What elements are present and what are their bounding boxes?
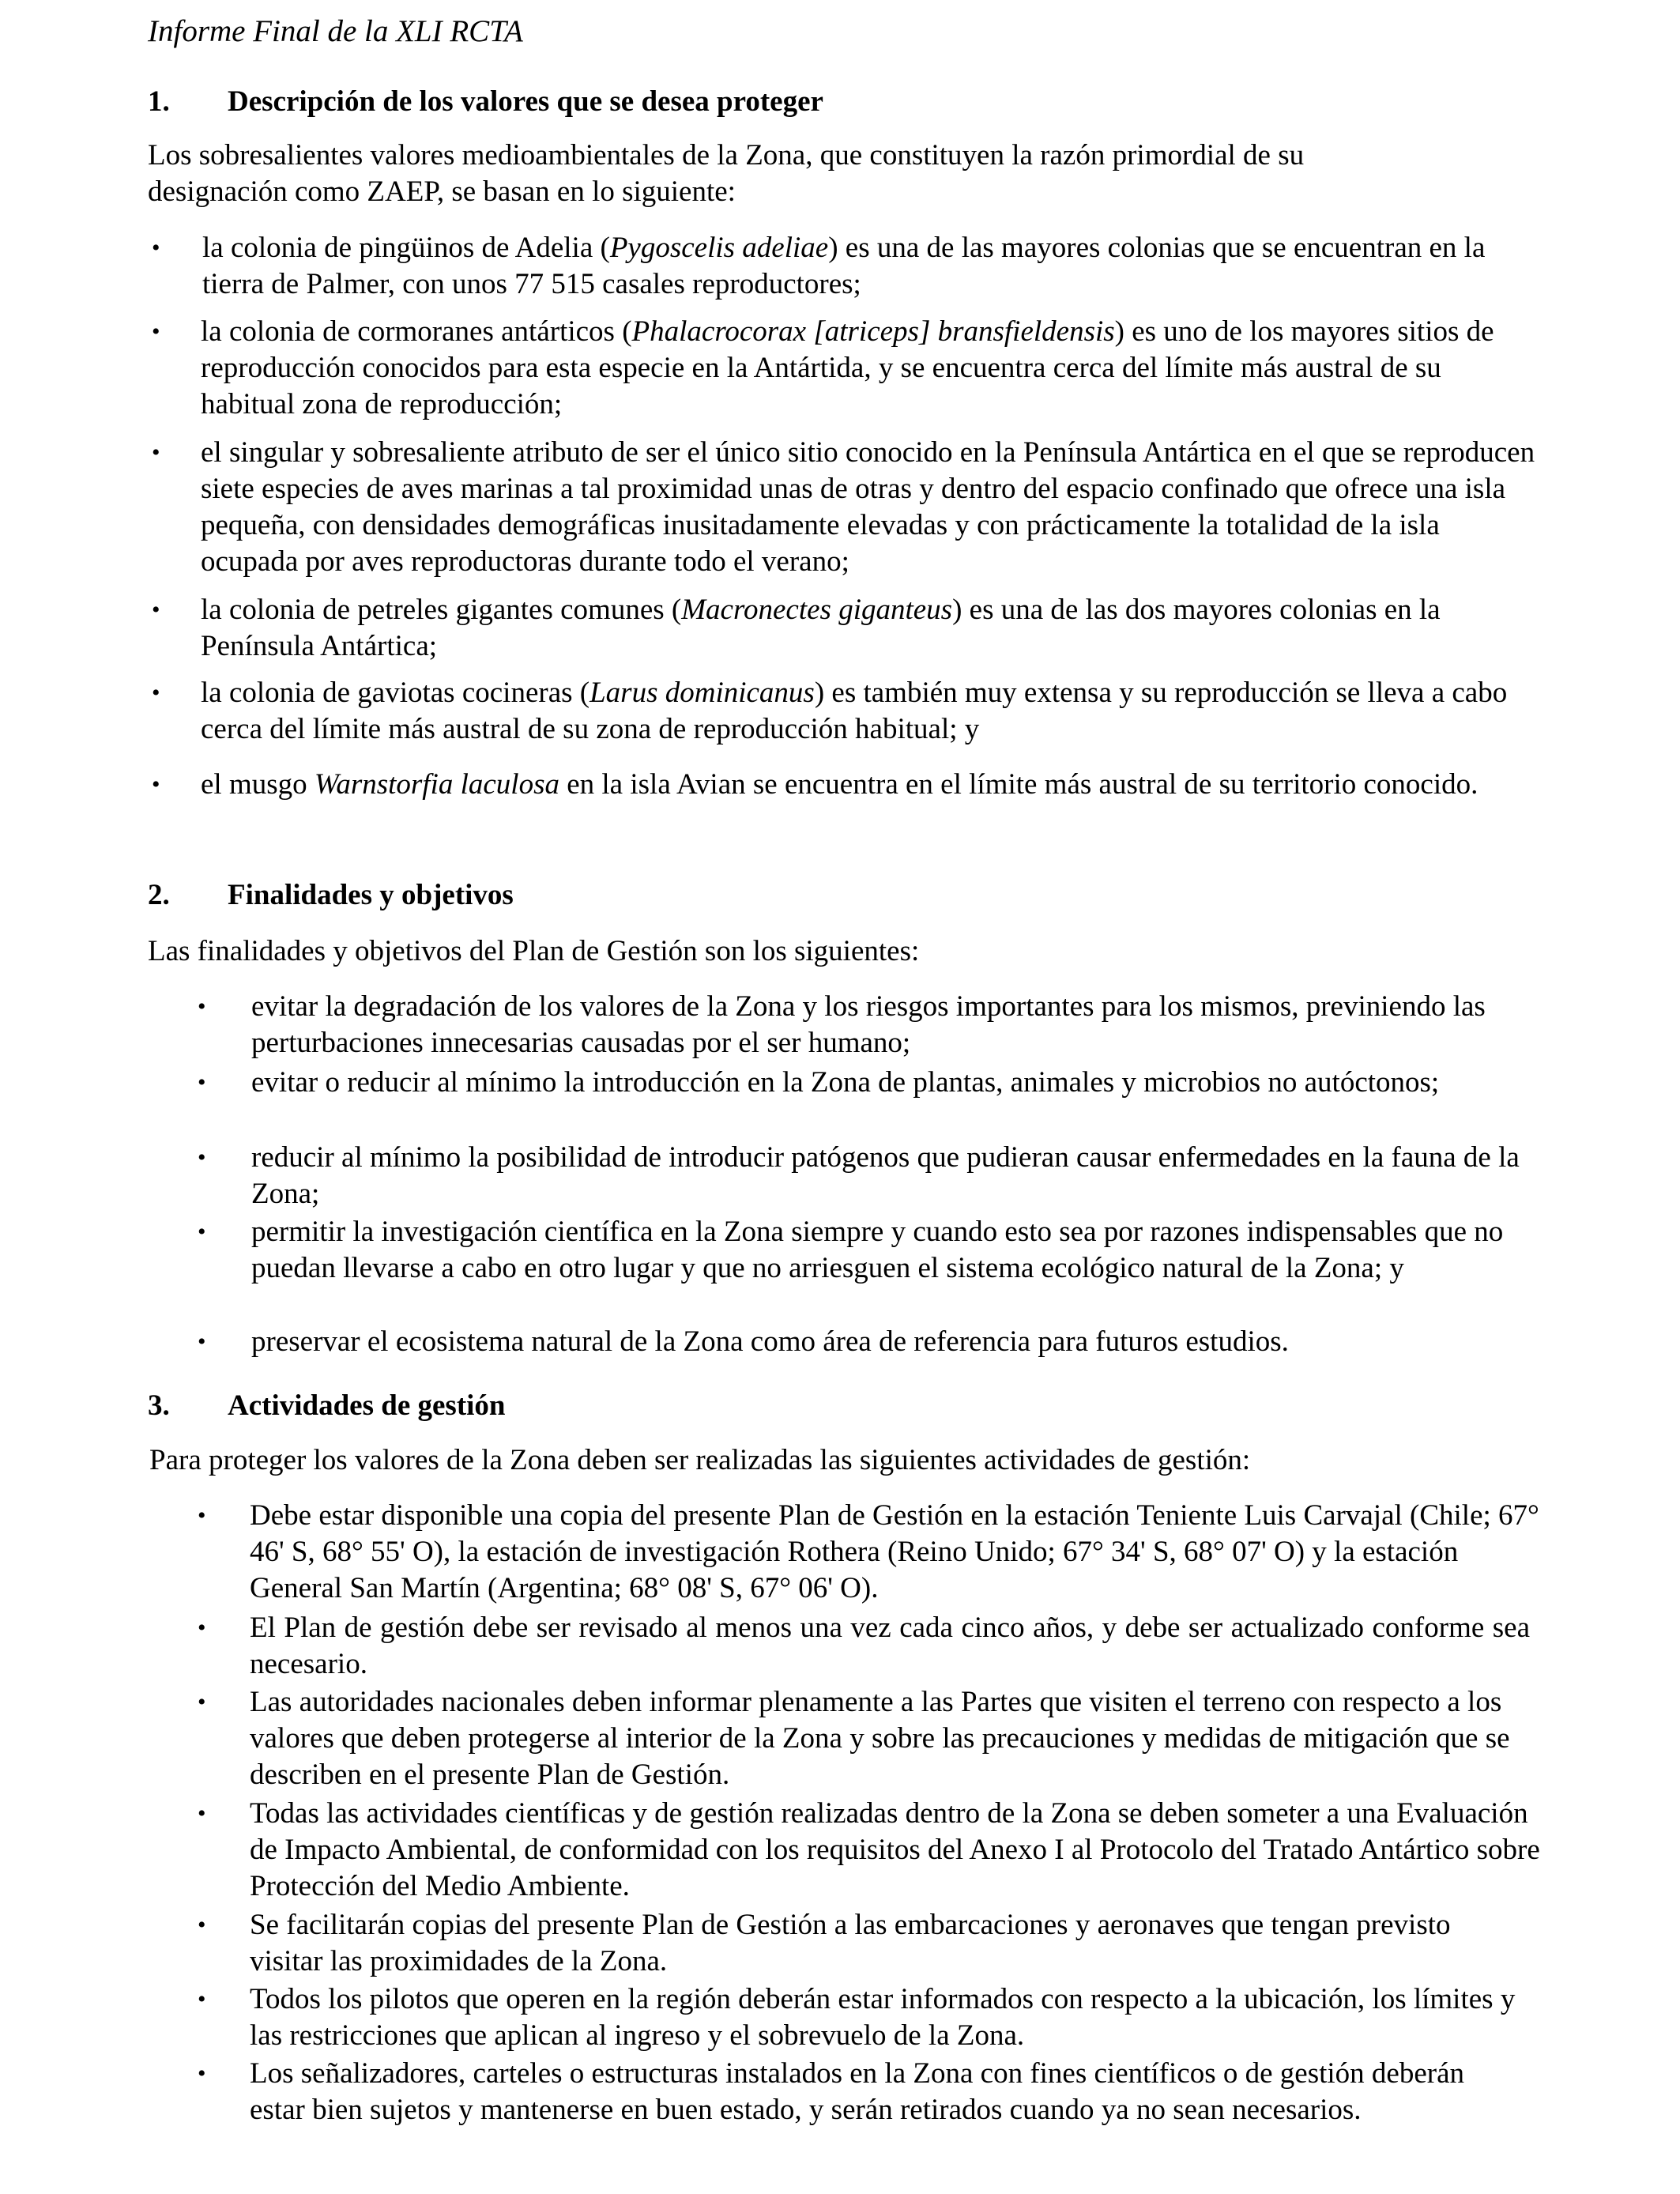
list-item: • Los señalizadores, carteles o estructuras instalados en la Zona con fines científicos o de gestión deberán estar bien sujetos y mantenerse en buen estado, y serán retirados cuando ya no sean necesarios. — [198, 2057, 1464, 2126]
bullet-icon: • — [152, 680, 160, 706]
bullet-icon: • — [198, 1912, 206, 1938]
section-intro-3: Para proteger los valores de la Zona deben ser realizadas las siguientes actividades de gestión: — [149, 1444, 1251, 1476]
section-number: 2. — [148, 879, 170, 911]
bullet-icon: • — [152, 319, 160, 345]
list-item: • la colonia de pingüinos de Adelia (Pygoscelis adeliae) es una de las mayores colonias que se encuentran en la tierra de Palmer, con unos 77 515 casales reproductores; — [152, 232, 1486, 300]
bullet-icon: • — [198, 2060, 206, 2087]
list-item: • la colonia de gaviotas cocineras (Larus dominicanus) es también muy extensa y su reproducción se lleva a cabo cerca del límite más austral de su zona de reproducción habitual; y — [152, 677, 1508, 745]
section-heading-2 — [148, 876, 514, 915]
list-item: • Se facilitarán copias del presente Plan de Gestión a las embarcaciones y aeronaves que tengan previsto visitar las proximidades de la Zona. — [198, 1909, 1451, 1977]
section-title: Descripción de los valores que se desea proteger — [228, 85, 823, 118]
list-item: • el singular y sobresaliente atributo de ser el único sitio conocido en la Península Antártica en el que se reproducen siete especies de aves marinas a tal proximidad unas de otras y dentro del espacio confinado que ofrece una isla pequeña, con densidades demográficas inusitadamente elevadas y con prácticamente la totalidad de la isla ocupada por aves reproductoras durante todo el verano; — [152, 436, 1535, 578]
section-intro-2: Las finalidades y objetivos del Plan de Gestión son los siguientes: — [148, 935, 920, 967]
list-item: • la colonia de petreles gigantes comunes (Macronectes giganteus) es una de las dos mayores colonias en la Península Antártica; — [152, 594, 1441, 662]
bullet-icon: • — [198, 993, 206, 1020]
bullet-icon: • — [198, 1144, 206, 1171]
list-item: • evitar o reducir al mínimo la introducción en la Zona de plantas, animales y microbios no autóctonos; — [251, 1065, 1452, 1101]
list-item: • reducir al mínimo la posibilidad de introducir patógenos que pudieran causar enfermedades en la fauna de la Zona; — [198, 1141, 1520, 1210]
bullet-icon: • — [198, 1800, 206, 1826]
list-item: • Debe estar disponible una copia del presente Plan de Gestión en la estación Teniente Luis Carvajal (Chile; 67° 46' S, 68° 55' O), la estación de investigación Rothera (Reino Unido; 67° 34' S, 68° 07' O) y la estación General San Martín (Argentina; 68° 08' S, 67° 06' O). — [198, 1499, 1539, 1604]
bullet-icon: • — [152, 235, 160, 261]
section-number: 3. — [148, 1389, 170, 1422]
bullet-icon: • — [198, 1329, 206, 1355]
section-heading-1 — [148, 82, 823, 122]
list-item: • el musgo Warnstorfia laculosa en la isla Avian se encuentra en el límite más austral de su territorio conocido. — [201, 767, 1512, 803]
list-item: • El Plan de gestión debe ser revisado al menos una vez cada cinco años, y debe ser actualizado conforme sea necesario. — [198, 1612, 1530, 1680]
section-title: Finalidades y objetivos — [228, 879, 514, 911]
bullet-icon: • — [198, 1502, 206, 1529]
bullet-icon: • — [198, 1986, 206, 2012]
list-item: • la colonia de cormoranes antárticos (Phalacrocorax [atriceps] bransfieldensis) es uno de los mayores sitios de reproducción conocidos para esta especie en la Antártida, y se encuentra cerca del límite más austral de su habitual zona de reproducción; — [152, 315, 1494, 420]
section-title: Actividades de gestión — [228, 1389, 506, 1422]
section-number: 1. — [148, 85, 170, 118]
bullet-icon: • — [198, 1689, 206, 1715]
list-item: • evitar la degradación de los valores de la Zona y los riesgos importantes para los mismos, previniendo las perturbaciones innecesarias causadas por el ser humano; — [198, 990, 1486, 1059]
list-item: • Las autoridades nacionales deben informar plenamente a las Partes que visiten el terreno con respecto a los valores que deben protegerse al interior de la Zona y sobre las precauciones y medidas de mitigación que se describen en el presente Plan de Gestión. — [198, 1686, 1510, 1791]
list-item: • Todos los pilotos que operen en la región deberán estar informados con respecto a la ubicación, los límites y las restricciones que aplican al ingreso y el sobrevuelo de la Zona. — [198, 1983, 1516, 2052]
bullet-icon: • — [198, 1069, 206, 1095]
bullet-icon: • — [198, 1219, 206, 1245]
list-item: • permitir la investigación científica en la Zona siempre y cuando esto sea por razones indispensables que no puedan llevarse a cabo en otro lugar y que no arriesguen el sistema ecológico natural de la Zona; y — [198, 1216, 1504, 1284]
bullet-icon: • — [152, 439, 160, 466]
bullet-icon: • — [152, 597, 160, 623]
list-item: • Todas las actividades científicas y de gestión realizadas dentro de la Zona se deben someter a una Evaluación de Impacto Ambiental, de conformidad con los requisitos del Anexo I al Protocolo del Tratado Antártico sobre Protección del Medio Ambiente. — [198, 1797, 1540, 1902]
running-header: Informe Final de la XLI RCTA — [148, 14, 523, 48]
section-intro-1: Los sobresalientes valores medioambientales de la Zona, que constituyen la razón primordial de su designación como ZAEP, se basan en lo siguiente: — [148, 139, 1305, 208]
bullet-icon: • — [152, 771, 160, 797]
list-item: • preservar el ecosistema natural de la Zona como área de referencia para futuros estudios. — [251, 1324, 1531, 1360]
bullet-icon: • — [198, 1615, 206, 1641]
section-heading-3 — [148, 1386, 506, 1426]
